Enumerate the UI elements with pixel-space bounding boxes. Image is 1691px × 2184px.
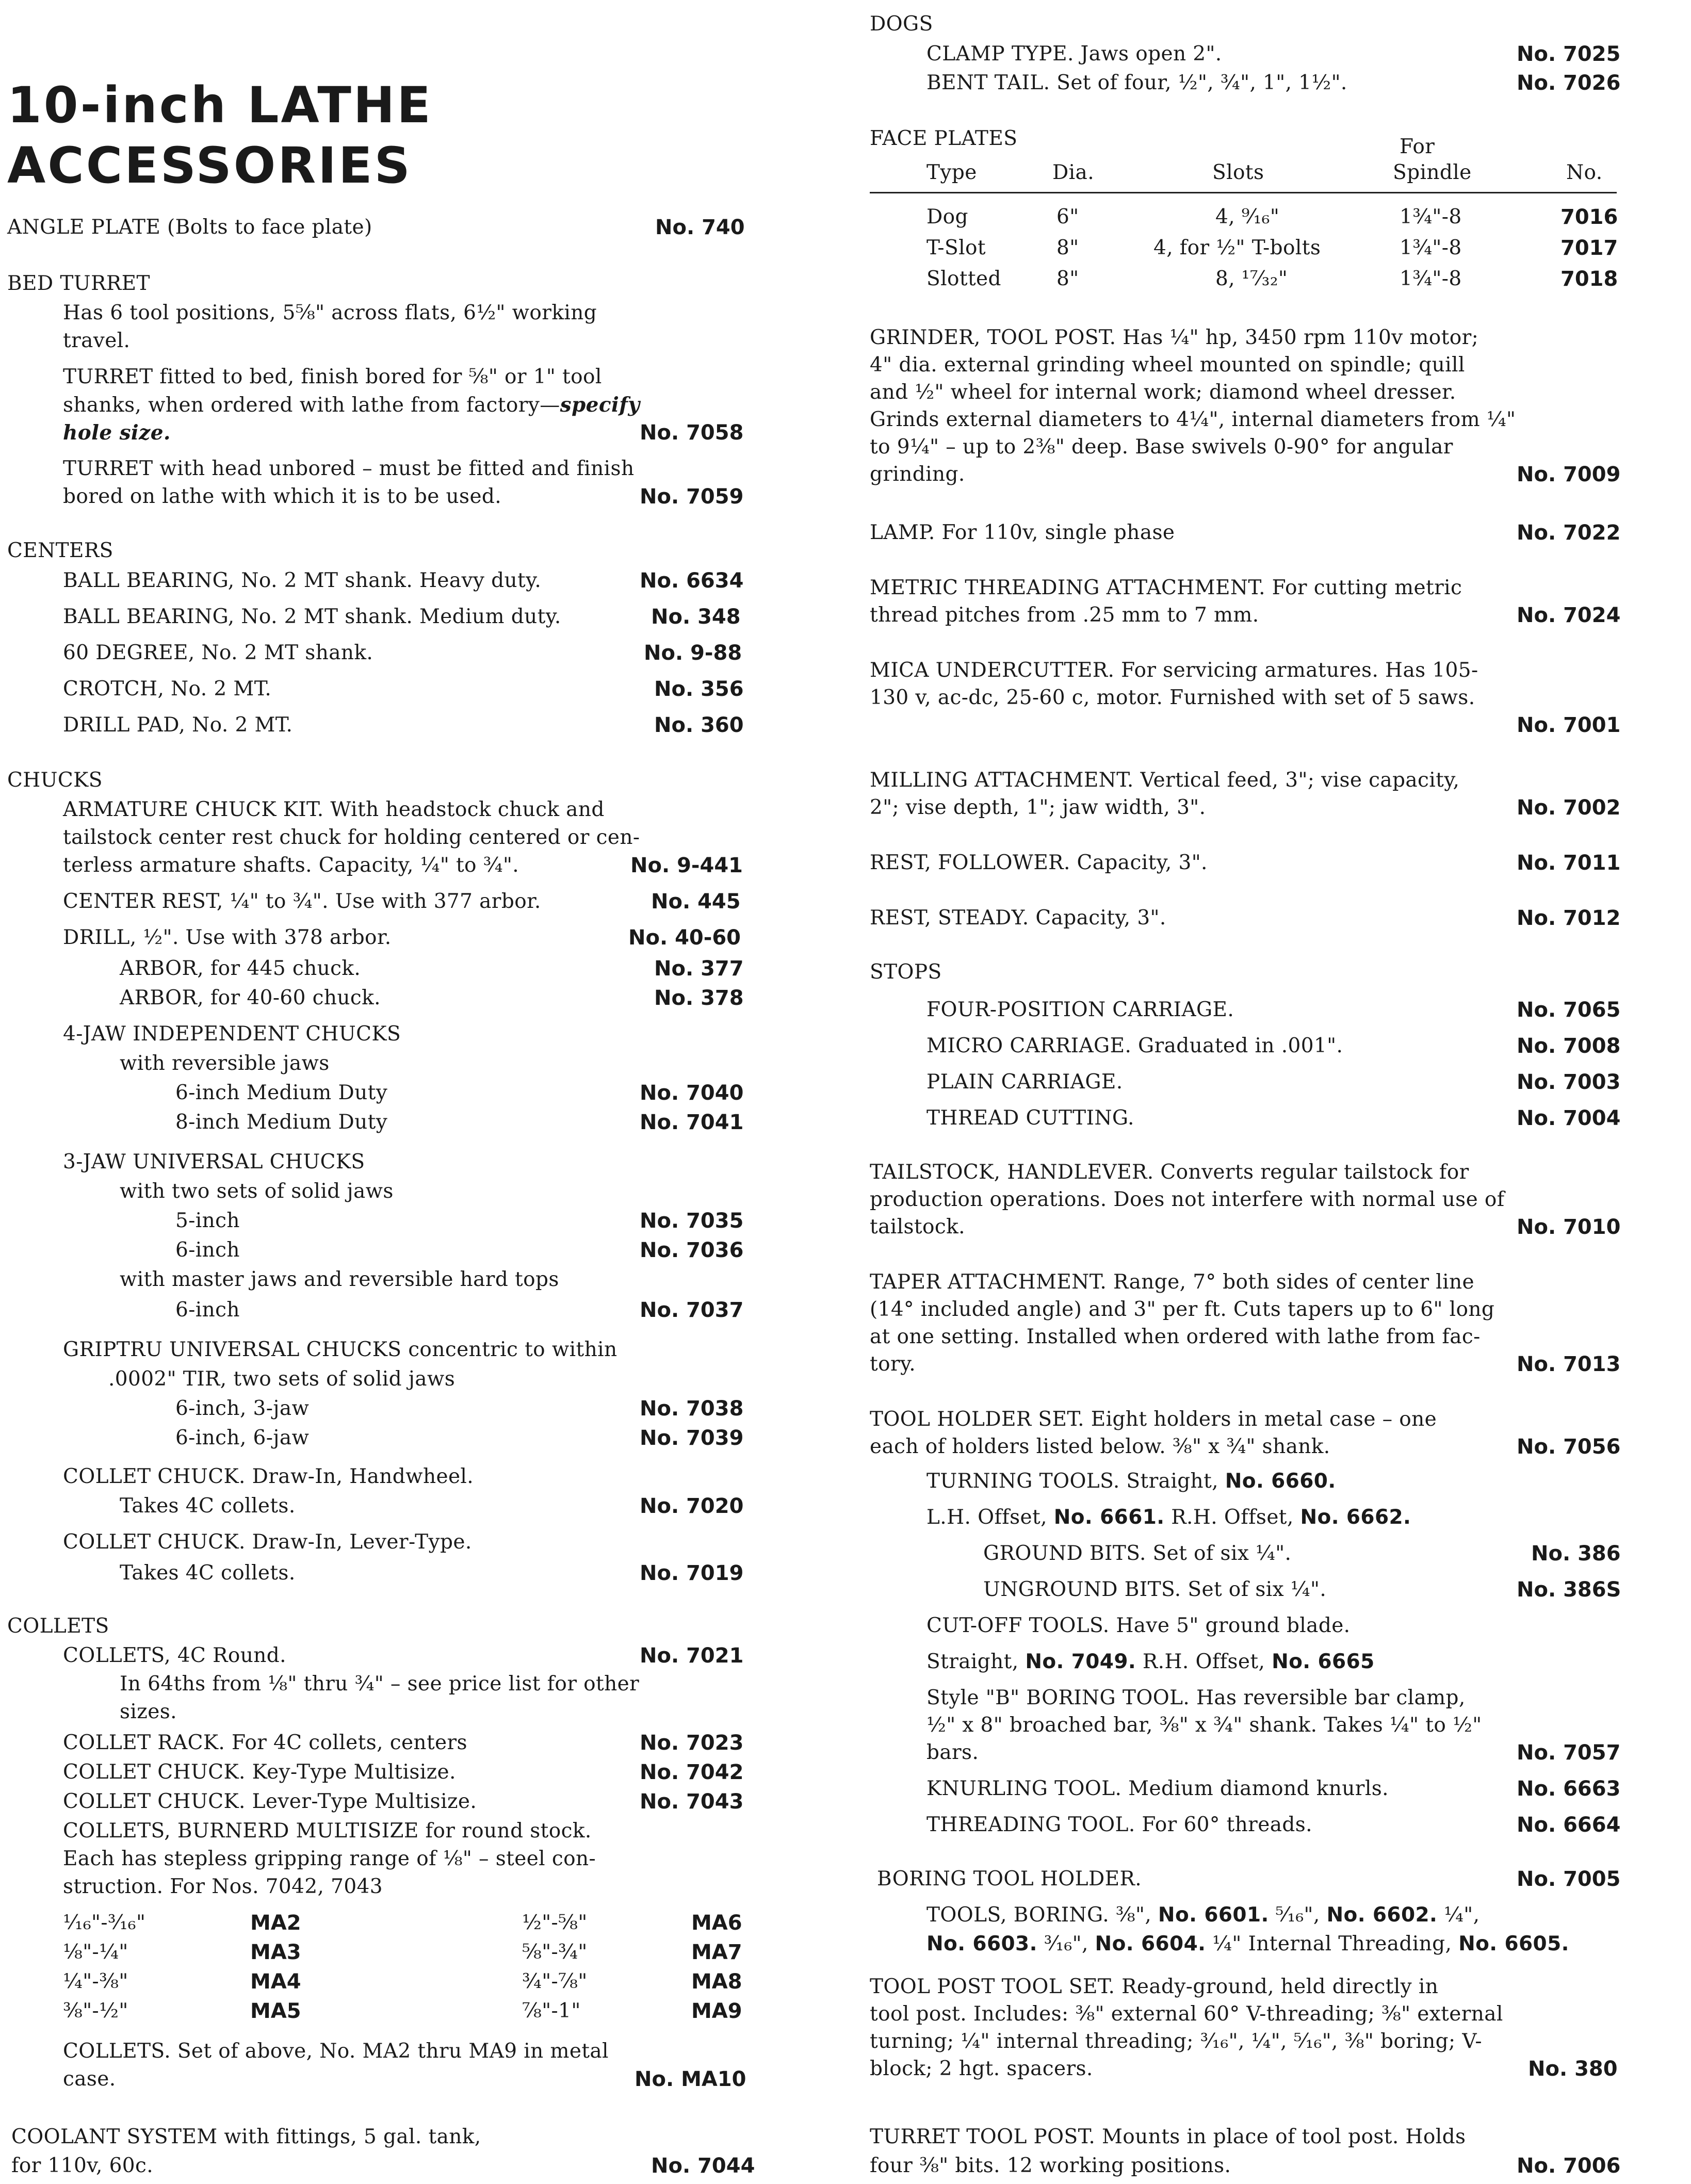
coolant-line-2: for 110v, 60c. <box>11 2154 154 2177</box>
chucks-heading: CHUCKS <box>7 769 103 792</box>
face-plate-cell: 4, ⁹⁄₁₆" <box>1215 205 1280 229</box>
face-plates-heading: FACE PLATES <box>870 127 1018 150</box>
collet-size-model: MA2 <box>250 1911 301 1935</box>
collet-size-range: ¹⁄₁₆"-³⁄₁₆" <box>63 1911 146 1934</box>
three-jaw-master-no: No. 7037 <box>640 1298 744 1322</box>
face-plate-cell: 6" <box>1056 205 1079 229</box>
stops-item: FOUR-POSITION CARRIAGE. <box>926 998 1234 1021</box>
burnerd-line-3: struction. For Nos. 7042, 7043 <box>63 1875 383 1898</box>
collet-size-range: ¾"-⅞" <box>522 1970 588 1993</box>
face-plate-cell: Slotted <box>926 267 1001 290</box>
griptru-6jaw: 6-inch, 6-jaw <box>175 1426 310 1449</box>
boring-tool-size: ³⁄₁₆", <box>1037 1932 1095 1955</box>
face-plates-col-slots: Slots <box>1212 161 1264 184</box>
stops-item-no: No. 7065 <box>1517 998 1621 1022</box>
dogs-bent-no: No. 7026 <box>1517 71 1621 95</box>
collet-chuck-handwheel-2: Takes 4C collets. <box>120 1494 296 1518</box>
centers-item: 60 DEGREE, No. 2 MT shank. <box>63 641 373 664</box>
collet-chuck-handwheel-no: No. 7020 <box>640 1494 744 1518</box>
collet-size-range: ⅜"-½" <box>63 1999 128 2023</box>
coolant-no: No. 7044 <box>651 2154 755 2178</box>
collet-size-model: MA7 <box>691 1941 742 1964</box>
mica-no: No. 7001 <box>1517 713 1621 737</box>
milling-line-2: 2"; vise depth, 1"; jaw width, 3". <box>870 796 1206 819</box>
four-jaw-8inch: 8-inch Medium Duty <box>175 1111 388 1134</box>
arbor-445-text: ARBOR, for 445 chuck. <box>120 957 361 980</box>
turret-post-line-2: four ⅜" bits. 12 working positions. <box>870 2154 1231 2177</box>
face-plates-col-no: No. <box>1566 161 1603 184</box>
centers-item: BALL BEARING, No. 2 MT shank. Medium duty. <box>63 605 561 628</box>
burnerd-line-2: Each has stepless gripping range of ⅛" – steel con- <box>63 1847 596 1870</box>
center-rest-text: CENTER REST, ¼" to ¾". Use with 377 arbor. <box>63 890 541 913</box>
stops-item-no: No. 7003 <box>1517 1070 1621 1094</box>
four-jaw-6inch-no: No. 7040 <box>640 1081 744 1105</box>
face-plate-cell: 8, ¹⁷⁄₃₂" <box>1215 267 1288 290</box>
face-plate-no: 7017 <box>1560 236 1618 260</box>
boring-tool-no: No. 6601. <box>1158 1903 1269 1927</box>
grinder-no: No. 7009 <box>1517 463 1621 486</box>
rest-steady-text: REST, STEADY. Capacity, 3". <box>870 906 1166 930</box>
internal-threading-text: ¼" Internal Threading, <box>1206 1932 1459 1955</box>
toolpost-line-1: TOOL POST TOOL SET. Ready-ground, held directly in <box>870 1975 1439 1998</box>
griptru-3jaw-no: No. 7038 <box>640 1397 744 1421</box>
face-plate-no: 7018 <box>1560 267 1618 291</box>
toolpost-line-4: block; 2 hgt. spacers. <box>870 2057 1093 2080</box>
ground-bits-text: GROUND BITS. Set of six ¼". <box>983 1542 1292 1565</box>
toolholder-line-2: each of holders listed below. ⅜" x ¾" shank. <box>870 1435 1330 1458</box>
armature-line-2: tailstock center rest chuck for holding centered or cen- <box>63 826 640 849</box>
offset-line <box>926 1506 1411 1529</box>
turret-post-line-1: TURRET TOOL POST. Mounts in place of tool post. Holds <box>870 2125 1466 2148</box>
toolholder-no: No. 7056 <box>1517 1435 1621 1459</box>
three-jaw-5inch: 5-inch <box>175 1209 240 1232</box>
boring-tool-size: ¼", <box>1437 1903 1480 1927</box>
centers-heading: CENTERS <box>7 539 113 562</box>
toolpost-no: No. 380 <box>1528 2057 1618 2081</box>
collet-size-range: ¼"-⅜" <box>63 1970 128 1993</box>
turret-post-no: No. 7006 <box>1517 2154 1621 2178</box>
milling-line-1: MILLING ATTACHMENT. Vertical feed, 3"; vise capacity, <box>870 769 1460 792</box>
face-plate-cell: T-Slot <box>926 236 986 259</box>
collet-chuck-key-text: COLLET CHUCK. Key-Type Multisize. <box>63 1761 456 1784</box>
taper-line-2: (14° included angle) and 3" per ft. Cuts tapers up to 6" long <box>870 1298 1495 1321</box>
page-title-line-1: 10-inch LATHE <box>7 76 433 134</box>
taper-line-4: tory. <box>870 1352 916 1376</box>
taper-line-1: TAPER ATTACHMENT. Range, 7° both sides of center line <box>870 1270 1475 1294</box>
arbor-445-no: No. 377 <box>654 957 744 981</box>
cutoff-rh-no: No. 6665 <box>1272 1650 1375 1673</box>
three-jaw-6inch: 6-inch <box>175 1238 240 1262</box>
rh-offset-no: No. 6662. <box>1300 1506 1411 1529</box>
centers-item-no: No. 6634 <box>640 569 744 593</box>
collet-chuck-lever-multi-no: No. 7043 <box>640 1790 744 1814</box>
boring-holder-no: No. 7005 <box>1517 1867 1621 1891</box>
stops-item: THREAD CUTTING. <box>926 1106 1134 1130</box>
grinder-line-1: GRINDER, TOOL POST. Has ¼" hp, 3450 rpm 110v motor; <box>870 326 1479 349</box>
face-plate-cell: 8" <box>1056 236 1079 259</box>
threading-tool-text: THREADING TOOL. For 60° threads. <box>926 1813 1312 1836</box>
collet-chuck-lever-no: No. 7019 <box>640 1561 744 1585</box>
drill-no: No. 40-60 <box>628 926 741 950</box>
four-jaw-8inch-no: No. 7041 <box>640 1111 744 1134</box>
centers-item-no: No. 348 <box>651 605 741 629</box>
mica-line-1: MICA UNDERCUTTER. For servicing armatures. Has 105- <box>870 659 1478 682</box>
dogs-clamp-no: No. 7025 <box>1517 42 1621 66</box>
collet-size-model: MA9 <box>691 1999 742 2023</box>
dogs-heading: DOGS <box>870 12 933 36</box>
face-plate-cell: 1¾"-8 <box>1400 236 1462 259</box>
turret-unbored-line-1: TURRET with head unbored – must be fitted and finish <box>63 457 635 480</box>
page-title-line-2: ACCESSORIES <box>7 137 412 194</box>
collet-size-model: MA8 <box>691 1970 742 1994</box>
style-b-line-1: Style "B" BORING TOOL. Has reversible bar clamp, <box>926 1686 1466 1709</box>
face-plates-col-for: For <box>1400 135 1435 158</box>
four-jaw-sub: with reversible jaws <box>120 1052 330 1075</box>
centers-item-no: No. 9-88 <box>644 641 742 665</box>
turning-tools-line <box>926 1470 1336 1493</box>
three-jaw-master-6inch: 6-inch <box>175 1298 240 1322</box>
centers-item: BALL BEARING, No. 2 MT shank. Heavy duty. <box>63 569 542 592</box>
unground-bits-no: No. 386S <box>1517 1578 1621 1602</box>
toolholder-line-1: TOOL HOLDER SET. Eight holders in metal case – one <box>870 1408 1437 1431</box>
dogs-clamp-text: CLAMP TYPE. Jaws open 2". <box>926 42 1222 66</box>
cutoff-tools-text: CUT-OFF TOOLS. Have 5" ground blade. <box>926 1614 1351 1637</box>
centers-item: CROTCH, No. 2 MT. <box>63 677 272 700</box>
lamp-text: LAMP. For 110v, single phase <box>870 521 1175 544</box>
burnerd-line-1: COLLETS, BURNERD MULTISIZE for round stock. <box>63 1819 592 1843</box>
collets-4c-no: No. 7021 <box>640 1644 744 1668</box>
dogs-bent-text: BENT TAIL. Set of four, ½", ¾", 1", 1½". <box>926 71 1347 94</box>
griptru-3jaw: 6-inch, 3-jaw <box>175 1397 310 1420</box>
toolpost-line-3: turning; ¼" internal threading; ³⁄₁₆", ¼", ⁵⁄₁₆", ⅜" boring; V- <box>870 2030 1482 2053</box>
turret-unbored-line-2: bored on lathe with which it is to be used. <box>63 485 502 508</box>
collet-set-line-2: case. <box>63 2067 116 2091</box>
center-rest-no: No. 445 <box>651 890 741 914</box>
lh-offset-text: L.H. Offset, <box>926 1506 1054 1529</box>
rest-follower-no: No. 7011 <box>1517 851 1621 875</box>
drill-text: DRILL, ½". Use with 378 arbor. <box>63 926 392 949</box>
boring-tool-size: ⁵⁄₁₆", <box>1269 1903 1327 1927</box>
boring-holder-text: BORING TOOL HOLDER. <box>877 1867 1142 1890</box>
collet-rack-no: No. 7023 <box>640 1731 744 1755</box>
boring-tool-no: No. 6604. <box>1095 1932 1206 1955</box>
rest-steady-no: No. 7012 <box>1517 906 1621 930</box>
face-plate-cell: 1¾"-8 <box>1400 267 1462 290</box>
three-jaw-sub: with two sets of solid jaws <box>120 1180 394 1203</box>
bed-turret-line-2: travel. <box>63 329 131 352</box>
collets-4c-text: COLLETS, 4C Round. <box>63 1644 286 1667</box>
rest-follower-text: REST, FOLLOWER. Capacity, 3". <box>870 851 1208 874</box>
collet-size-range: ⅝"-¾" <box>522 1941 588 1964</box>
collet-size-model: MA6 <box>691 1911 742 1935</box>
turret-fitted-no: No. 7058 <box>640 421 744 445</box>
specify-emphasis: specify <box>560 393 640 417</box>
boring-tool-no: No. 6603. <box>926 1932 1037 1955</box>
turret-unbored-no: No. 7059 <box>640 485 744 509</box>
boring-tool-no: No. 6602. <box>1326 1903 1438 1927</box>
rh-offset-text: R.H. Offset, <box>1164 1506 1300 1529</box>
four-jaw-6inch: 6-inch Medium Duty <box>175 1081 388 1104</box>
armature-line-3: terless armature shafts. Capacity, ¼" to ¾". <box>63 854 519 877</box>
turret-fitted-text: shanks, when ordered with lathe from factory— <box>63 394 560 417</box>
grinder-line-5: to 9¼" – up to 2⅜" deep. Base swivels 0-90° for angular <box>870 435 1453 459</box>
milling-no: No. 7002 <box>1517 796 1621 820</box>
stops-heading: STOPS <box>870 960 942 984</box>
grinder-line-6: grinding. <box>870 463 965 486</box>
face-plate-cell: 1¾"-8 <box>1400 205 1462 229</box>
collet-set-no: No. MA10 <box>635 2067 746 2091</box>
collet-chuck-lever-1: COLLET CHUCK. Draw-In, Lever-Type. <box>63 1530 472 1554</box>
tailstock-line-3: tailstock. <box>870 1215 965 1238</box>
stops-item: PLAIN CARRIAGE. <box>926 1070 1123 1094</box>
turning-tools-text: TURNING TOOLS. Straight, <box>926 1470 1225 1493</box>
ground-bits-no: No. 386 <box>1531 1542 1621 1566</box>
face-plates-rule <box>870 192 1617 193</box>
stops-item-no: No. 7008 <box>1517 1034 1621 1058</box>
unground-bits-text: UNGROUND BITS. Set of six ¼". <box>983 1578 1327 1601</box>
centers-item: DRILL PAD, No. 2 MT. <box>63 713 293 737</box>
griptru-line-1: GRIPTRU UNIVERSAL CHUCKS concentric to within <box>63 1338 617 1361</box>
face-plate-cell: 4, for ½" T-bolts <box>1153 236 1321 259</box>
face-plates-col-type: Type <box>926 161 977 184</box>
collet-size-model: MA4 <box>250 1970 301 1994</box>
collet-chuck-lever-2: Takes 4C collets. <box>120 1561 296 1585</box>
toolpost-line-2: tool post. Includes: ⅜" external 60° V-threading; ⅜" external <box>870 2002 1503 2026</box>
style-b-line-2: ½" x 8" broached bar, ⅜" x ¾" shank. Takes ¼" to ½" <box>926 1714 1482 1737</box>
bed-turret-line-1: Has 6 tool positions, 5⅝" across flats, 6½" working <box>63 301 597 324</box>
collet-set-line-1: COLLETS. Set of above, No. MA2 thru MA9 in metal <box>63 2040 609 2063</box>
griptru-line-2: .0002" TIR, two sets of solid jaws <box>108 1367 456 1391</box>
face-plate-no: 7016 <box>1560 205 1618 229</box>
collet-size-range: ½"-⅝" <box>522 1911 588 1934</box>
collet-chuck-lever-multi-text: COLLET CHUCK. Lever-Type Multisize. <box>63 1790 477 1813</box>
three-jaw-master: with master jaws and reversible hard tops <box>120 1268 559 1291</box>
turret-fitted-line-2 <box>63 393 640 417</box>
stops-item-no: No. 7004 <box>1517 1106 1621 1130</box>
cutoff-straight-no: No. 7049. <box>1025 1650 1136 1673</box>
metric-line-2: thread pitches from .25 mm to 7 mm. <box>870 604 1259 627</box>
three-jaw-6inch-no: No. 7036 <box>640 1238 744 1262</box>
lamp-no: No. 7022 <box>1517 521 1621 545</box>
tailstock-line-2: production operations. Does not interfere with normal use of <box>870 1188 1505 1211</box>
bed-turret-heading: BED TURRET <box>7 272 150 295</box>
grinder-line-2: 4" dia. external grinding wheel mounted on spindle; quill <box>870 353 1465 377</box>
lh-offset-no: No. 6661. <box>1053 1506 1165 1529</box>
angle-plate-text: ANGLE PLATE (Bolts to face plate) <box>7 216 372 239</box>
taper-no: No. 7013 <box>1517 1352 1621 1376</box>
arbor-4060-no: No. 378 <box>654 986 744 1010</box>
face-plates-col-spindle: Spindle <box>1393 161 1472 184</box>
cutoff-straight-line <box>926 1650 1375 1673</box>
turning-tools-no: No. 6660. <box>1225 1470 1336 1493</box>
internal-threading-no: No. 6605. <box>1458 1932 1569 1955</box>
armature-no: No. 9-441 <box>630 854 743 877</box>
grinder-line-4: Grinds external diameters to 4¼", internal diameters from ¼" <box>870 408 1516 431</box>
cutoff-straight-text: Straight, <box>926 1650 1026 1673</box>
metric-line-1: METRIC THREADING ATTACHMENT. For cutting metric <box>870 576 1462 599</box>
taper-line-3: at one setting. Installed when ordered with lathe from fac- <box>870 1325 1481 1348</box>
turret-fitted-line-1: TURRET fitted to bed, finish bored for ⅝" or 1" tool <box>63 365 602 388</box>
face-plate-cell: Dog <box>926 205 968 229</box>
threading-tool-no: No. 6664 <box>1517 1813 1621 1837</box>
collets-4c-line-3: sizes. <box>120 1700 177 1723</box>
griptru-6jaw-no: No. 7039 <box>640 1426 744 1450</box>
boring-tools-text: TOOLS, BORING. ⅜", <box>926 1903 1158 1927</box>
grinder-line-3: and ½" wheel for internal work; diamond wheel dresser. <box>870 381 1456 404</box>
collet-rack-text: COLLET RACK. For 4C collets, centers <box>63 1731 467 1754</box>
collet-size-range: ⅞"-1" <box>522 1999 581 2023</box>
metric-no: No. 7024 <box>1517 604 1621 627</box>
collets-heading: COLLETS <box>7 1615 109 1638</box>
collet-size-model: MA5 <box>250 1999 301 2023</box>
face-plates-col-dia: Dia. <box>1052 161 1094 184</box>
collet-size-model: MA3 <box>250 1941 301 1964</box>
tailstock-no: No. 7010 <box>1517 1215 1621 1239</box>
coolant-line-1: COOLANT SYSTEM with fittings, 5 gal. tank, <box>11 2125 481 2148</box>
knurling-text: KNURLING TOOL. Medium diamond knurls. <box>926 1777 1389 1800</box>
boring-tools-line-2 <box>926 1932 1569 1955</box>
three-jaw-heading: 3-JAW UNIVERSAL CHUCKS <box>63 1150 365 1174</box>
boring-tools-line-1 <box>926 1903 1479 1927</box>
style-b-line-3: bars. <box>926 1741 979 1764</box>
face-plate-cell: 8" <box>1056 267 1079 290</box>
four-jaw-heading: 4-JAW INDEPENDENT CHUCKS <box>63 1022 401 1046</box>
three-jaw-5inch-no: No. 7035 <box>640 1209 744 1233</box>
tailstock-line-1: TAILSTOCK, HANDLEVER. Converts regular tailstock for <box>870 1161 1469 1184</box>
angle-plate-no: No. 740 <box>655 216 745 239</box>
collet-chuck-key-no: No. 7042 <box>640 1761 744 1784</box>
collet-chuck-handwheel-1: COLLET CHUCK. Draw-In, Handwheel. <box>63 1465 474 1488</box>
stops-item: MICRO CARRIAGE. Graduated in .001". <box>926 1034 1343 1057</box>
mica-line-2: 130 v, ac-dc, 25-60 c, motor. Furnished with set of 5 saws. <box>870 686 1475 709</box>
knurling-no: No. 6663 <box>1517 1777 1621 1801</box>
style-b-no: No. 7057 <box>1517 1741 1621 1765</box>
centers-item-no: No. 356 <box>654 677 744 701</box>
arbor-4060-text: ARBOR, for 40-60 chuck. <box>120 986 381 1009</box>
armature-line-1: ARMATURE CHUCK KIT. With headstock chuck and <box>63 798 605 821</box>
cutoff-rh-text: R.H. Offset, <box>1136 1650 1272 1673</box>
collet-size-range: ⅛"-¼" <box>63 1941 128 1964</box>
centers-item-no: No. 360 <box>654 713 744 737</box>
collets-4c-line-2: In 64ths from ⅛" thru ¾" – see price list for other <box>120 1672 640 1696</box>
turret-fitted-line-3: hole size. <box>63 421 171 445</box>
